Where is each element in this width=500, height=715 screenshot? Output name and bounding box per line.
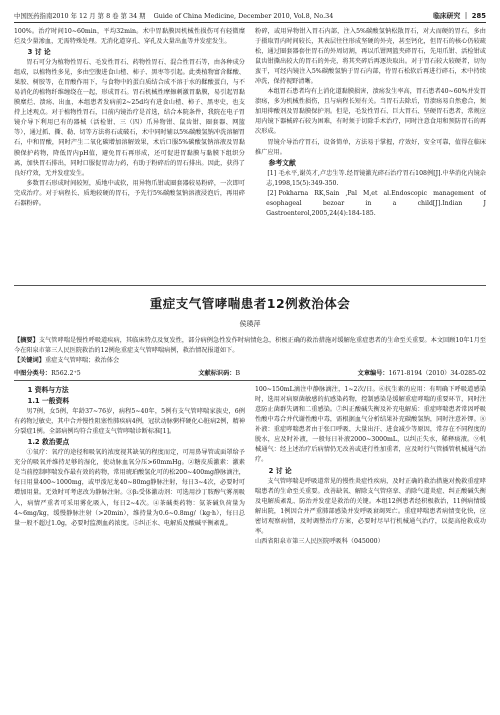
section-heading: 1.1 一般资料	[27, 397, 70, 406]
body-paragraph: 胃镜介导治疗胃石，设备简单，方法易于掌握，疗效好，安全可靠，值得在临床推广应用。	[255, 138, 486, 156]
reference-text: 毛永平,谢英才,卢忠生等.经胃镜激光碎石治疗胃石108例[J].中华消化内镜杂志,1998,15(5):349-350.	[266, 169, 486, 187]
top-left-column	[14, 27, 245, 279]
journal-name-cn: 中国医药指南2010 年 12 月 第 8 卷 第 34 期	[14, 12, 146, 20]
class-number: 中图分类号：R562.2⁺5	[14, 370, 81, 378]
reference-item	[255, 189, 486, 219]
running-header	[14, 8, 486, 23]
keywords-text: 重症支气管哮喘；救治体会	[44, 357, 120, 365]
body-paragraph: 支气管哮喘是呼吸道常见的慢性炎症性疾病，及时正确的救治措施对挽救重症哮喘患者的生命至关重要。改善缺氧、解除支气管痉挛、消除气道炎症、纠正酸碱失衡及电解质紊乱、防治并发症是救治的关键。本组12例患者经积极救治，11例病情缓解出院，1例因合并严重肺部感染并发呼吸衰竭死亡。重症哮喘患者病情变化快，应密切观察病情，及时调整治疗方案，必要时尽早行机械通气治疗，以提高抢救成功率。	[255, 477, 486, 535]
section-heading: 2 讨 论	[268, 466, 292, 475]
article-body	[14, 385, 486, 715]
reference-number: [1]	[267, 169, 277, 177]
body-paragraph: 胃石可分为植物性胃石、毛发性胃石、药物性胃石、混合性胃石等，由各种成分组成，以植物性多见，多由空腹进食山楂、柿子、黑枣等引起。此类植物富含鞣酸、果胶、树胶等，在胃酸作用下，与食物中的蛋白质结合成不溶于水的鞣酸蛋白，与不易消化的植物纤维缠绕在一起，形成胃石。胃石机械性摩擦刺激胃黏膜，易引起胃黏膜糜烂、溃疡、出血，本组患者发病前2~25d均有进食山楂、柿子、黑枣史，也支持上述观点。对于植物性胃石，目前内镜治疗是首选，结合本院条件，我院在电子胃镜介导下利用已有的器械（活检钳、三（四）爪异物钳、鼠齿钳、圈套器、网篮等），通过抓、撕、勒、切等方法将石或破石，术中同时辅以5%碳酸氢钠冲洗溶解胃石，中和胃酸，同时产生二氧化碳增加溶解效果，术后口服5%碳酸氢钠溶液及胃黏膜保护药物，降低胃内pH值，避免胃石再形成，还可促进胃黏膜与黏膜下组织分离，加快胃石排出，同时口服促胃动力药，有助于粉碎后的胃石排出。因此，获得了良好疗效，无并发症发生。	[14, 59, 245, 177]
body-paragraph: 多数胃石形成时间较短，质地中或软，用异物爪钳或圈套器较易粉碎，一次即可完成治疗。对于病程长、质地较硬的胃石，予先行5%碳酸氢钠溶液浸泡后，再用碎石器粉碎。	[14, 179, 245, 207]
document-code: 文献标识码：B	[198, 370, 241, 378]
reference-item	[255, 169, 486, 189]
section-heading: 3 讨 论	[27, 48, 51, 57]
body-left-column	[14, 385, 245, 715]
body-paragraph: 100%。治疗时间10~60min，平均32min。术中胃黏膜因机械性损伤可有轻微糜烂及少量渗血，无需特殊处理。无消化道穿孔、穿孔及大量出血等并发症发生。	[14, 28, 245, 46]
top-right-column	[255, 27, 486, 279]
article-title: 重症支气管哮喘患者12例救治体会	[149, 296, 351, 311]
abstract	[14, 336, 486, 356]
classification-line	[14, 368, 486, 381]
article-divider	[14, 285, 486, 286]
reference-text: Pokharna RK,Sain ,Pal M,et al.Endoscopic management of esophageal bezoar in a child[J].Indian J Gastroenterol,2005,24(4):184-185.	[266, 189, 486, 217]
keywords	[14, 356, 486, 366]
article-author: 侯瑛萍	[239, 320, 261, 328]
article-number: 文章编号：1671-8194（2010）34-0285-02	[357, 370, 486, 378]
section-page-number: 临床研究 ｜ 285	[433, 12, 486, 20]
abstract-label: 【摘要】	[14, 337, 39, 344]
body-paragraph: 山西省阳泉市第三人民医院呼吸科（045000）	[255, 537, 384, 545]
section-heading: 参考文献	[268, 158, 296, 167]
abstract-block	[14, 336, 486, 366]
previous-article-continuation	[14, 27, 486, 279]
body-right-column	[255, 385, 486, 715]
abstract-text: 支气管哮喘是慢性呼吸道疾病，其临床特点及复发性，部分病例急性发作时病情危急，积极正确的救治措施对缓解危重症患者的生命至关重要。本文回顾10年1月至今在阳泉市第三人民医院救治的12例危重症支气管哮喘病例，救治情况报道如下。	[14, 337, 486, 355]
body-paragraph: 男7例，女5例，年龄37~76岁，病程5~40年，5例有支气管哮喘家族史，6例有药物过敏史，其中合并慢性阻塞性肺疾病4例，冠状动脉粥样硬化心脏病2例，精神分裂症1例。全部病例均符合重症支气管哮喘诊断标准[1]。	[14, 408, 245, 436]
journal-name-en: Guide of China Medicine, December 2010, Vol.8, No.34	[153, 12, 334, 20]
body-paragraph: 粉碎，或用异物钳入胃石内部，注入5%碳酸氢钠松散胃石，对大而硬的胃石，多由于摄取胃内时间较长，其表层往往形成坚硬的外壳，甚至钙化，但胃石的核心仍较疏松，通过圈套器套住胃石的外周切割，再以爪钳网篮夹碎胃石，先用爪钳、活检钳或鼠齿钳撕出较大的胃石的外壳，将其夹碎后再逐块取出。对于胃石较大较硬者，切勿蛮干，可经内镜注入5%碳酸氢钠于胃石内部，待胃石松软后再进行碎石，术中持续冲洗，保持视野清晰。	[255, 28, 486, 86]
section-heading: 1 资料与方法	[27, 386, 69, 395]
reference-number: [2]	[267, 189, 277, 197]
body-paragraph: ①氧疗：氧疗的途径和吸氧的浓度视其缺氧的程度而定，可用鼻导管或面罩给予充分的吸氧并维持足够的湿化，使动脉血氧分压>60mmHg。②糖皮质激素：激素是当前控制哮喘发作最有效的药物，常用琥珀酸氢化可的松200~400mg静脉滴注，每日用量400~1000mg，或甲泼尼龙40~80mg静脉注射，每日3~4次，必要时可增加用量。无效时可考虑改为静脉注射。③β₂受体激动剂：可选用沙丁胺醇气雾剂吸入，病情严重者可采用雾化吸入，每日2~4次。④茶碱类药物：氨茶碱负荷量为4~6mg/kg，缓慢静脉注射（>20min），维持量为0.6~0.8mg/（kg·h），每日总量一般不超过1.0g，必要时监测血药浓度。⑤纠正水、电解质及酸碱平衡紊乱。	[14, 449, 245, 527]
body-paragraph: 100~150mL滴注中静脉滴注，1~2次/日。⑥抗生素的应用：有明确下呼吸道感染时，选用对病原菌敏感的抗感染药物，控制感染是缓解重症哮喘的重要环节，同时注意防止菌群失调和二重感染。⑦纠正酸碱失衡及补充电解质：重症哮喘患者常因呼吸性酸中毒合并代谢性酸中毒，需根据血气分析结果补充碳酸氢钠，同时注意补钾。⑧补液：重症哮喘患者由于张口呼吸、大量出汗、进食减少等原因，常存在不同程度的脱水，应及时补液，一般每日补液2000~3000mL，以纠正失水，稀释痰液。⑨机械通气：经上述治疗后病情仍无改善或进行性加重者，应及时行气管插管机械通气治疗。	[255, 386, 486, 464]
keywords-label: 【关键词】	[14, 357, 45, 365]
journal-citation	[14, 11, 339, 20]
body-paragraph: 本组胃石患者均有上消化道黏膜损害，溃疡发生率高，胃石患者40~60%并发胃溃疡，多为机械性损伤，且与病程长短有关。当胃石去除后，胃溃疡易自然愈合，须加用抑酸剂及胃黏膜保护剂。但是，毛发性胃石、巨大胃石、坚硬胃石患者，常规应用内镜下器械碎石较为困难，有时须于切除手术治疗，同时注意食用和预防胃石的再次形成。	[255, 88, 486, 136]
section-heading: 1.2 救治要点	[27, 438, 70, 447]
